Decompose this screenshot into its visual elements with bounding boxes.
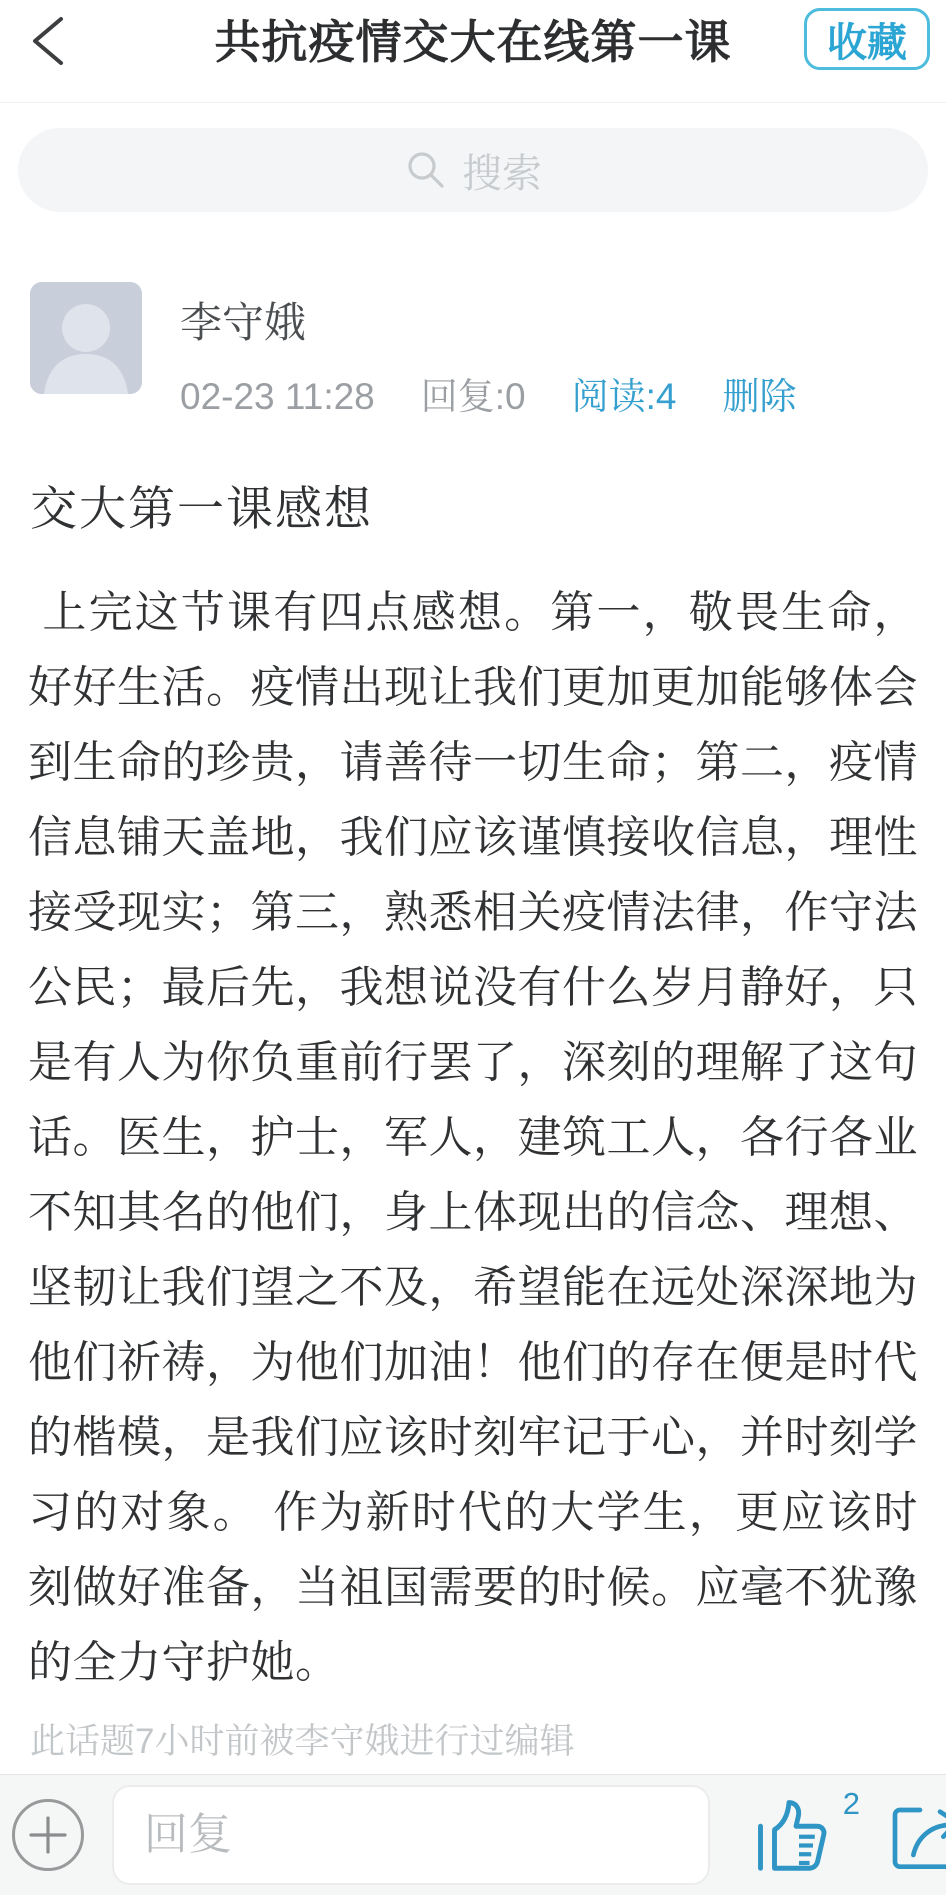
header xyxy=(0,0,946,103)
read-count: 阅读:4 xyxy=(571,376,677,417)
share-button[interactable] xyxy=(882,1790,946,1880)
like-button[interactable] xyxy=(750,1786,860,1880)
reply-count: 回复:0 xyxy=(420,376,526,417)
post-date: 02-23 11:28 xyxy=(180,376,375,417)
page-title: 共抗疫情交大在线第一课 xyxy=(214,16,732,68)
post-title: 交大第一课感想 xyxy=(30,482,373,535)
post-body: 上完这节课有四点感想。第一，敬畏生命，好好生活。疫情出现让我们更加更加能够体会到生命的珍贵，请善待一切生命；第二，疫情信息铺天盖地，我们应该谨慎接收信息，理性接受现实；第三，熟悉相关疫情法律，作守法公民；最后先，我想说没有什么岁月静好，只是有人为你负重前行罢了，深刻的理解了这句话。医生，护士，军人，建筑工人，各行各业不知其名的他们，身上体现出的信念、理想、坚韧让我们望之不及，希望能在远处深深地为他们祈祷，为他们加油！他们的存在便是时代的楷模，是我们应该时刻牢记于心，并时刻学习的对象。 作为新时代的大学生，更应该时刻做好准备，当祖国需要的时候。应毫不犹豫的全力守护她。 xyxy=(28,588,918,1687)
composer-bar xyxy=(0,1774,946,1895)
share-icon xyxy=(885,1795,946,1875)
search-icon xyxy=(404,148,448,192)
search-section xyxy=(0,103,946,212)
favorite-button-label: 收藏 xyxy=(827,20,907,65)
post-author-block xyxy=(180,282,842,420)
post-header xyxy=(30,282,918,420)
avatar[interactable] xyxy=(30,282,142,394)
search-placeholder: 搜索 xyxy=(462,151,542,196)
add-button[interactable] xyxy=(12,1799,84,1871)
reply-input[interactable] xyxy=(112,1785,710,1885)
post-meta-row xyxy=(180,366,842,420)
author-name: 李守娥 xyxy=(180,299,307,346)
delete-link[interactable]: 删除 xyxy=(722,376,797,417)
avatar-person-icon xyxy=(30,282,142,394)
search-input[interactable] xyxy=(18,128,928,212)
plus-icon xyxy=(28,1815,68,1855)
edit-note: 此话题7小时前被李守娥进行过编辑 xyxy=(30,1722,575,1761)
thumbs-up-icon xyxy=(750,1793,834,1877)
favorite-button[interactable] xyxy=(804,8,930,70)
like-count: 2 xyxy=(842,1786,860,1821)
